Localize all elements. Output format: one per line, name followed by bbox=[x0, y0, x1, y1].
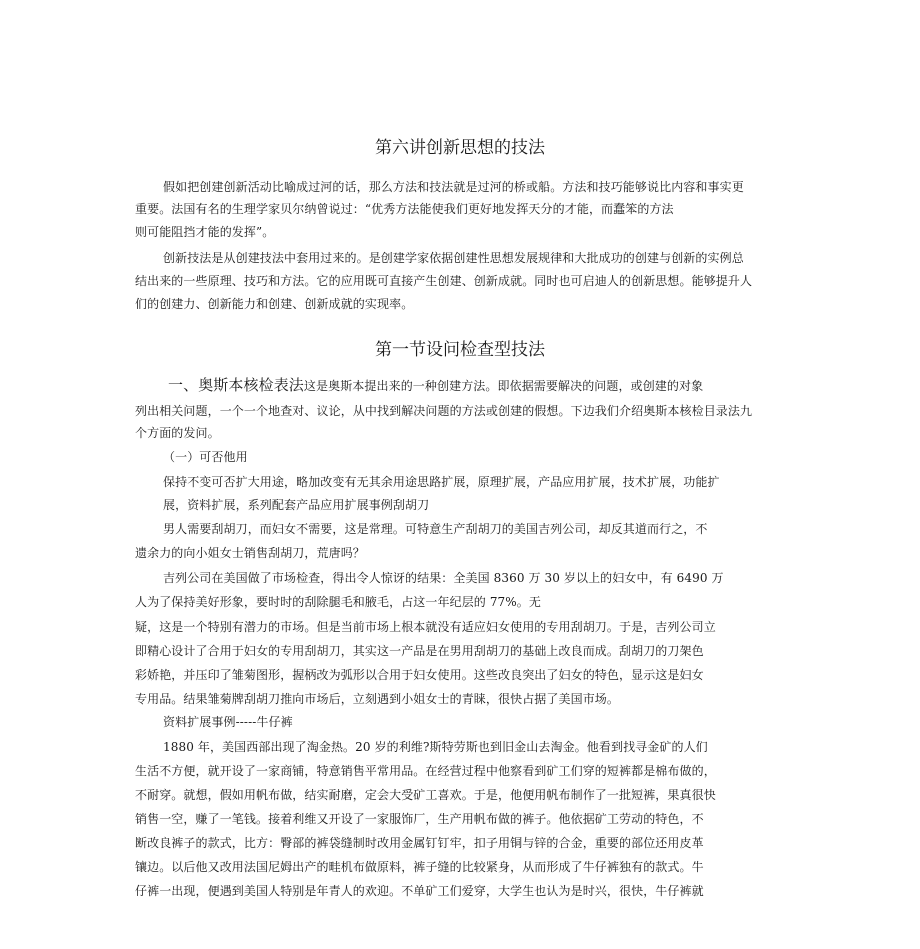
subheading-jeans: 资料扩展事例-----牛仔裤 bbox=[163, 715, 293, 729]
jeans-line-1: 1880 年，美国西部出现了淘金热。20 岁的利维?斯特劳斯也到旧金山去淘金。他看到找寻金矿的人们 bbox=[163, 740, 708, 754]
intro-p2-line-3: 们的创建力、创新能力和创建、创新成就的实现率。 bbox=[135, 297, 414, 311]
jeans-line-6: 镶边。以后他又改用法国尼姆出产的畦机布做原料，裤子缝的比较紧身，从而形成了牛仔裤独有的款式。牛 bbox=[135, 860, 704, 874]
intro-p2-line-1: 创新技法是从创建技法中套用过来的。是创建学家依据创建性思想发展规律和大批成功的创建与创新的实例总 bbox=[163, 251, 744, 265]
razor2-line-3: 疑，这是一个特别有潜力的市场。但是当前市场上根本就没有适应妇女使用的专用刮胡刀。于是，吉列公司立 bbox=[135, 620, 716, 634]
expand-line-1: 保持不变可否扩大用途，略加改变有无其余用途思路扩展，原理扩展，产品应用扩展，技术扩展，功能扩 bbox=[163, 475, 720, 489]
osborn-heading-line bbox=[168, 377, 703, 394]
osborn-heading-rest: 这是奥斯本提出来的一种创建方法。即依据需要解决的问题，或创建的对象 bbox=[303, 379, 704, 393]
jeans-line-4: 销售一空，赚了一笔钱。接着利维又开设了一家服饰厂，生产用帆布做的裤子。他依据矿工劳动的特色，不 bbox=[135, 812, 704, 826]
osborn-line-2: 个方面的发问。 bbox=[135, 426, 220, 440]
razor2-line-4: 即精心设计了合用于妇女的专用刮胡刀，其实这一产品是在男用刮胡刀的基础上改良而成。刮胡刀的刀架色 bbox=[135, 644, 704, 658]
razor2-line-2: 人为了保持美好形象，要时时的刮除腿毛和腋毛，占这一年纪层的 77%。无 bbox=[135, 595, 541, 609]
intro-p2-line-2: 结出来的一些原理、技巧和方法。它的应用既可直接产生创建、创新成就。同时也可启迪人的创新思想。能够提升人 bbox=[135, 274, 753, 288]
razor1-line-1: 男人需要刮胡刀，而妇女不需要，这是常理。可特意生产刮胡刀的美国吉列公司，却反其道而行之，不 bbox=[163, 522, 708, 536]
expand-line-2: 展，资料扩展，系列配套产品应用扩展事例刮胡刀 bbox=[163, 498, 430, 512]
jeans-line-5: 断改良裤子的款式，比方：臀部的裤袋缝制时改用金属钉钉牢，扣子用铜与锌的合金，重要的部位还用皮革 bbox=[135, 836, 704, 850]
razor1-line-2: 遗余力的向小姐女士销售刮胡刀，荒唐吗？ bbox=[135, 546, 365, 560]
jeans-line-3: 不耐穿。就想，假如用帆布做，结实耐磨，定会大受矿工喜欢。于是，他便用帆布制作了一批短裤，果真很快 bbox=[135, 788, 716, 802]
osborn-line-1: 列出相关问题，一个一个地查对、议论，从中找到解决问题的方法或创建的假想。下边我们介绍奥斯本核检目录法九 bbox=[135, 404, 753, 418]
jeans-line-7: 仔裤一出现，便遇到美国人特别是年青人的欢迎。不单矿工们爱穿，大学生也认为是时兴，很快，牛仔裤就 bbox=[135, 884, 704, 898]
intro-p1-line-3: 则可能阻挡才能的发挥”。 bbox=[135, 225, 275, 239]
intro-p1-line-1: 假如把创建创新活动比喻成过河的话，那么方法和技法就是过河的桥或船。方法和技巧能够说比内容和事实更 bbox=[163, 180, 744, 194]
jeans-line-2: 生活不方便，就开设了一家商铺，特意销售平常用品。在经营过程中他察看到矿工们穿的短裤都是棉布做的， bbox=[135, 764, 716, 778]
lecture-title: 第六讲创新思想的技法 bbox=[375, 138, 545, 158]
osborn-heading: 一、奥斯本核检表法 bbox=[168, 376, 304, 394]
razor2-line-6: 专用品。结果雏菊牌刮胡刀推向市场后，立刻遇到小姐女士的青睐，很快占据了美国市场。 bbox=[135, 692, 620, 706]
subheading-other-use: （一）可否他用 bbox=[163, 450, 248, 464]
razor2-line-5: 彩娇艳，并压印了雏菊图形，握柄改为弧形以合用于妇女使用。这些改良突出了妇女的特色，显示这是妇女 bbox=[135, 668, 704, 682]
razor2-line-1: 吉列公司在美国做了市场检查，得出令人惊讶的结果：全美国 8360 万 30 岁以上的妇女中，有 6490 万 bbox=[163, 571, 724, 585]
intro-p1-line-2: 重要。法国有名的生理学家贝尔纳曾说过：“优秀方法能使我们更好地发挥天分的才能，而蠢笨的方法 bbox=[135, 202, 674, 216]
section-title: 第一节设问检查型技法 bbox=[375, 340, 545, 360]
